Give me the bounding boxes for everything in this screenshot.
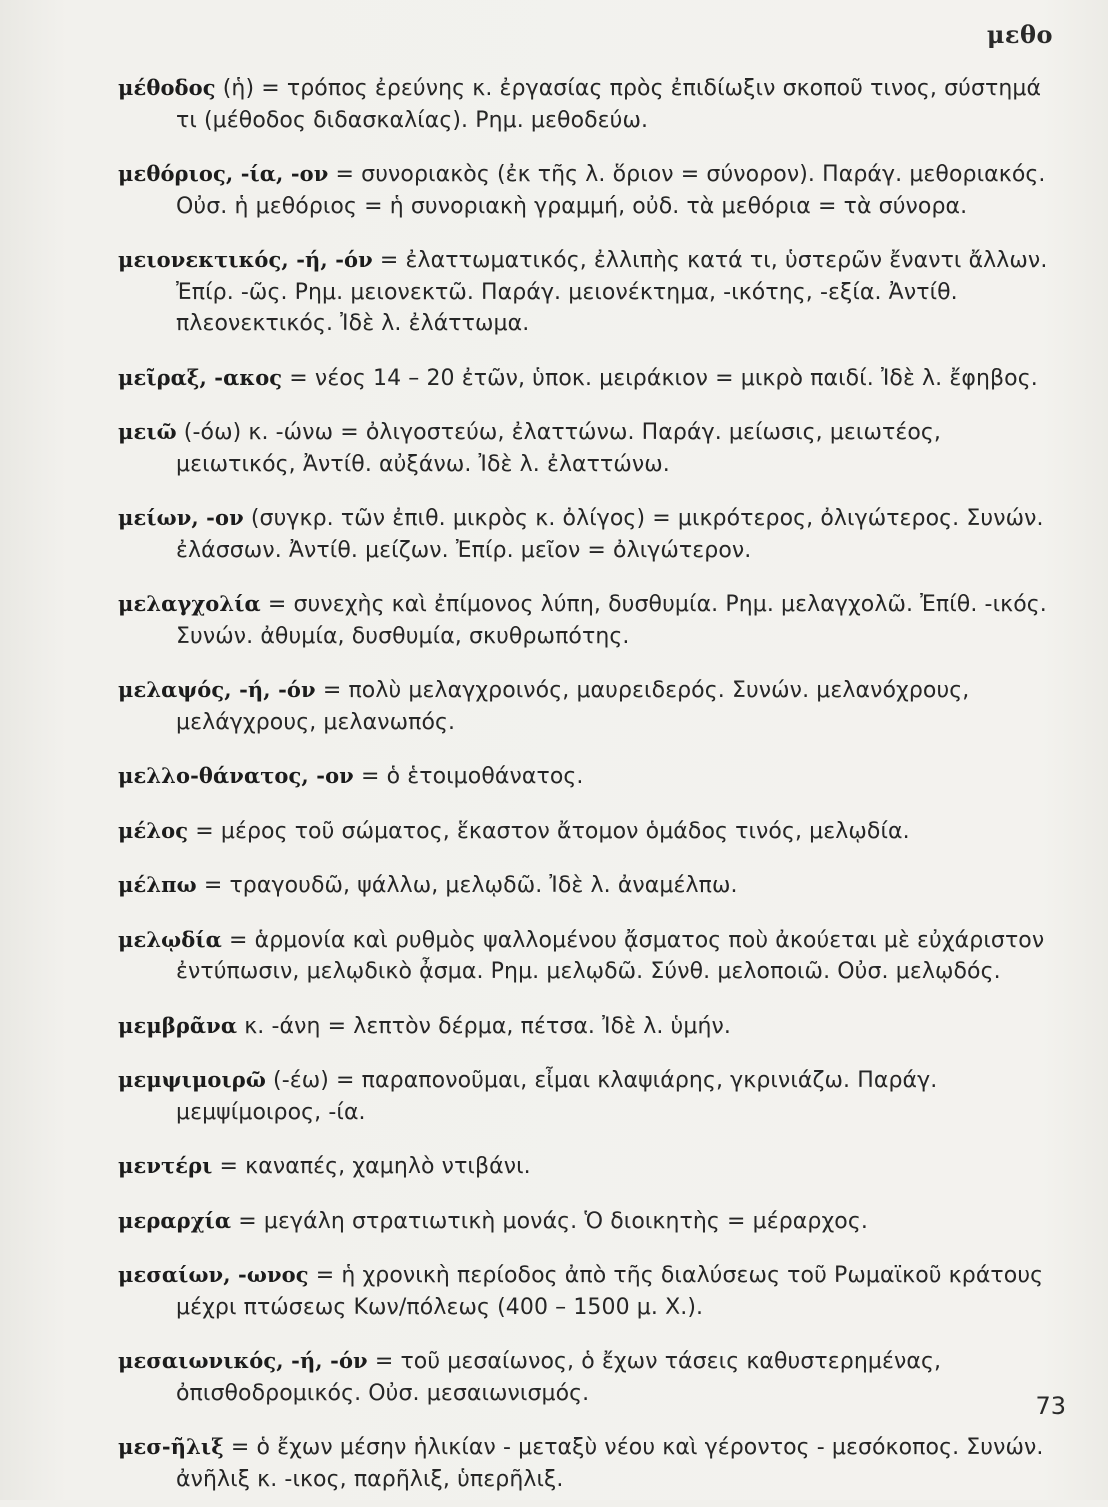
- headword: μέλος: [118, 817, 189, 843]
- entry-menteri: [118, 1150, 1058, 1183]
- headword: μελαψός, -ή, -όν: [118, 677, 316, 702]
- definition: = μεγάλη στρατιωτικὴ μονάς. Ὁ διοικητὴς = μέραρχος.: [238, 1208, 868, 1234]
- entry-meionektikos: [118, 244, 1058, 340]
- definition: = νέος 14 – 20 ἐτῶν, ὑποκ. μειράκιον = μικρὸ παιδί. Ἰδὲ λ. ἔφηβος.: [289, 365, 1038, 391]
- headword: μεσαιωνικός, -ή, -όν: [118, 1348, 368, 1373]
- definition: = ὁ ἔχων μέσην ἡλικίαν - μεταξὺ νέου καὶ γέροντος - μεσόκοπος. Συνών. ἀνῆλιξ κ. -ικος, παρῆλιξ, ὑπερῆλιξ.: [176, 1435, 1044, 1492]
- definition: = συνεχὴς καὶ ἐπίμονος λύπη, δυσθυμία. Ρημ. μελαγχολῶ. Ἐπίθ. -ικός. Συνών. ἀθυμία, δυσθυμία, σκυθρωπότης.: [176, 592, 1047, 649]
- entry-mesaion: [118, 1259, 1058, 1323]
- page-number: 73: [1035, 1392, 1066, 1420]
- headword: μέθοδος: [118, 75, 216, 100]
- headword: μείων, -ον: [118, 505, 244, 530]
- entry-meio: [118, 416, 1058, 480]
- definition: = μέρος τοῦ σώματος, ἕκαστον ἄτομον ὁμάδος τινός, μελῳδία.: [195, 818, 910, 844]
- headword: μειῶ: [118, 419, 177, 444]
- entry-methodos: [118, 72, 1058, 136]
- definition: = τοῦ μεσαίωνος, ὁ ἔχων τάσεις καθυστερημένας, ὀπισθοδρομικός. Οὐσ. μεσαιωνισμός.: [176, 1349, 942, 1406]
- headword: μεῖραξ, -ακος: [118, 364, 283, 390]
- entry-methorios: [118, 158, 1058, 222]
- entry-mesilix: [118, 1431, 1058, 1495]
- definition: = τραγουδῶ, ψάλλω, μελῳδῶ. Ἰδὲ λ. ἀναμέλπω.: [203, 873, 738, 898]
- entry-meion: [118, 502, 1058, 566]
- entry-meirax: [118, 362, 1058, 395]
- definition: = ὁ ἑτοιμοθάνατος.: [360, 764, 584, 789]
- entry-melancholia: [118, 588, 1058, 652]
- headword: μεμψιμοιρῶ: [118, 1067, 266, 1092]
- headword: μελαγχολία: [118, 591, 261, 616]
- running-head: μεθο: [986, 20, 1053, 49]
- entry-mesaionikos: [118, 1345, 1058, 1409]
- definition: = συνοριακὸς (ἐκ τῆς λ. ὅριον = σύνορον). Παράγ. μεθοριακός. Οὐσ. ἡ μεθόριος = ἡ συνοριακὴ γραμμή, οὐδ. τὰ μεθόρια = τὰ σύνορα.: [176, 162, 1046, 219]
- entry-list: [118, 50, 1058, 1507]
- definition: (-έω) = παραπονοῦμαι, εἶμαι κλαψιάρης, γκρινιάζω. Παράγ. μεμψίμοιρος, -ία.: [176, 1068, 938, 1125]
- definition: (ἡ) = τρόπος ἐρεύνης κ. ἐργασίας πρὸς ἐπιδίωξιν σκοποῦ τινος, σύστημά τι (μέθοδος διδασκαλίας). Ρημ. μεθοδεύω.: [176, 76, 1042, 133]
- headword: μελῳδία: [118, 926, 222, 952]
- entry-melpo: [118, 869, 1058, 902]
- entry-mellothanatos: [118, 760, 1058, 793]
- entry-melos: [118, 815, 1058, 848]
- definition: = ἁρμονία καὶ ρυθμὸς ψαλλομένου ᾄσματος ποὺ ἀκούεται μὲ εὐχάριστον ἐντύπωσιν, μελῳδικὸ ᾆσμα. Ρημ. μελῳδῶ. Σύνθ. μελοποιῶ. Οὐσ. μελῳδός.: [176, 927, 1045, 984]
- headword: μεραρχία: [118, 1207, 232, 1233]
- entry-mempsimoiro: [118, 1064, 1058, 1128]
- definition: (-όω) κ. -ώνω = ὀλιγοστεύω, ἐλαττώνω. Παράγ. μείωσις, μειωτέος, μειωτικός, Ἀντίθ. αὐξάνω. Ἰδὲ λ. ἐλαττώνω.: [176, 420, 941, 477]
- definition: κ. -άνη = λεπτὸν δέρμα, πέτσα. Ἰδὲ λ. ὑμήν.: [244, 1013, 731, 1039]
- headword: μεντέρι: [118, 1153, 213, 1178]
- definition: = καναπές, χαμηλὸ ντιβάνι.: [219, 1154, 531, 1179]
- headword: μεσαίων, -ωνος: [118, 1262, 309, 1287]
- headword: μεμβρᾶνα: [118, 1012, 238, 1038]
- headword: μελλο-θάνατος, -ον: [118, 763, 354, 788]
- definition: = ἐλαττωματικός, ἐλλιπὴς κατά τι, ὑστερῶν ἔναντι ἄλλων. Ἐπίρ. -ῶς. Ρημ. μειονεκτῶ. Παράγ. μειονέκτημα, -ικότης, -εξία. Ἀντίθ. πλεονεκτικός. Ἰδὲ λ. ἐλάττωμα.: [176, 248, 1048, 336]
- headword: μέλπω: [118, 872, 197, 897]
- entry-membrana: [118, 1010, 1058, 1043]
- headword: μειονεκτικός, -ή, -όν: [118, 247, 373, 272]
- entry-melodia: [118, 924, 1058, 988]
- definition: = ἡ χρονικὴ περίοδος ἀπὸ τῆς διαλύσεως τοῦ Ρωμαϊκοῦ κράτους μέχρι πτώσεως Κων/πόλεως (400 – 1500 μ. Χ.).: [176, 1263, 1044, 1320]
- definition: = πολὺ μελαγχροινός, μαυρειδερός. Συνών. μελανόχρους, μελάγχρους, μελανωπός.: [176, 678, 970, 735]
- headword: μεσ-ῆλιξ: [118, 1434, 224, 1459]
- entry-merarchia: [118, 1205, 1058, 1238]
- entry-melapsos: [118, 674, 1058, 738]
- definition: (συγκρ. τῶν ἐπιθ. μικρὸς κ. ὀλίγος) = μικρότερος, ὀλιγώτερος. Συνών. ἐλάσσων. Ἀντίθ. μείζων. Ἐπίρ. μεῖον = ὀλιγώτερον.: [176, 506, 1044, 563]
- headword: μεθόριος, -ία, -ον: [118, 161, 329, 186]
